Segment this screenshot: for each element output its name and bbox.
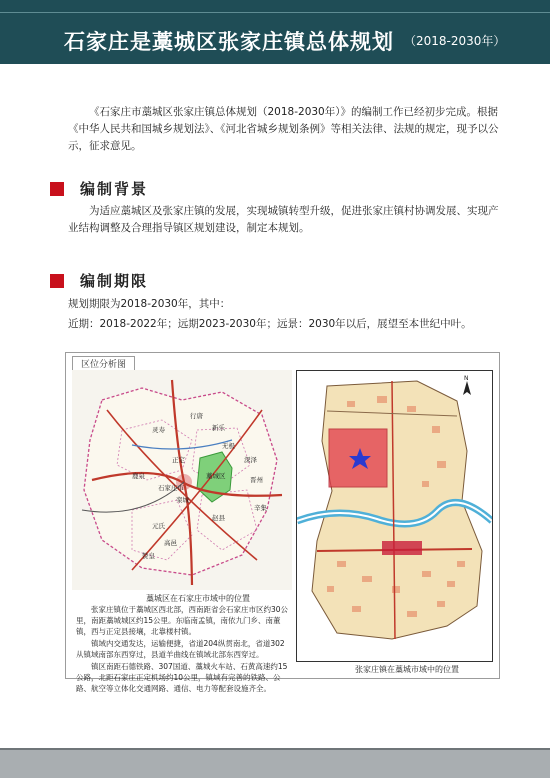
map-label: 无极 bbox=[222, 442, 235, 450]
map-label: 赞皇 bbox=[142, 552, 155, 560]
page-subtitle: （2018-2030年） bbox=[404, 34, 506, 48]
section-label: 编制期限 bbox=[80, 272, 149, 290]
map-label: 赵县 bbox=[212, 514, 225, 522]
map-label: 元氏 bbox=[152, 522, 165, 530]
map-label: 深泽 bbox=[244, 456, 257, 464]
map-label: 藁城区 bbox=[206, 472, 226, 480]
map-label: 石家庄市 bbox=[158, 484, 184, 492]
regional-map bbox=[72, 370, 292, 590]
section-marker-icon bbox=[50, 182, 64, 196]
footer-bar bbox=[0, 748, 550, 778]
section-background-heading bbox=[50, 178, 148, 199]
map-label: 栾城 bbox=[176, 496, 189, 504]
map-label: 正定 bbox=[172, 456, 185, 464]
map-tag: 区位分析图 bbox=[72, 356, 135, 371]
section-label: 编制背景 bbox=[80, 180, 149, 198]
description-paragraph: 镇区南距石德铁路、307国道、藁城火车站、石黄高速约15公路，北距石家庄正定机场约10公里，镇域有完善的铁路、公路、航空等立体化交通网路、通信、电力等配套设施齐全。 bbox=[76, 662, 288, 693]
location-description bbox=[76, 604, 292, 695]
footer-line bbox=[0, 748, 550, 750]
map-label: 晋州 bbox=[250, 476, 263, 484]
map-label: 行唐 bbox=[190, 412, 203, 420]
district-center-area bbox=[382, 541, 422, 555]
town-map bbox=[296, 370, 493, 662]
description-paragraph: 镇域内交通发达，运输便捷，省道204纵贯南北，省道302从镇域南部东西穿过，县道羊曲线在镇域北部东西穿过。 bbox=[76, 639, 285, 659]
right-map-caption: 张家庄镇在藁城市域中的位置 bbox=[355, 665, 459, 674]
page-title: 石家庄是藁城区张家庄镇总体规划 bbox=[64, 30, 394, 54]
section-marker-icon bbox=[50, 274, 64, 288]
description-paragraph: 张家庄镇位于藁城区西北部，西南距省会石家庄市区约30公里，南距藁城城区约15公里。东临南孟镇，南依九门乡、南董镇，西与正定县接壤，北靠楼村镇。 bbox=[76, 605, 289, 636]
map-label: 辛集 bbox=[254, 504, 267, 512]
map-label: 灵寿 bbox=[152, 426, 165, 434]
header-line bbox=[0, 12, 550, 13]
map-label: 高邑 bbox=[164, 539, 177, 547]
background-paragraph: 为适应藁城区及张家庄镇的发展，实现城镇转型升级，促进张家庄镇村协调发展、实现产业结构调整及合理指导镇区规划建设，制定本规划。 bbox=[68, 205, 499, 234]
map-label: 鹿泉 bbox=[132, 472, 145, 480]
section-period-heading bbox=[50, 270, 148, 291]
period-line-2: 近期：2018-2022年；远期2023-2030年；远景：2030年以后，展望至本世纪中叶。 bbox=[68, 318, 472, 330]
intro-paragraph: 《石家庄市藁城区张家庄镇总体规划（2018-2030年）》的编制工作已经初步完成。根据《中华人民共和国城乡规划法》、《河北省城乡规划条例》等相关法律、法规的规定，现予以公示，征求意见。 bbox=[68, 106, 499, 152]
left-map-caption: 藁城区在石家庄市域中的位置 bbox=[146, 594, 250, 603]
svg-text:N: N bbox=[464, 375, 469, 382]
map-label: 新乐 bbox=[212, 424, 225, 432]
period-line-1: 规划期限为2018-2030年，其中： bbox=[68, 298, 231, 310]
